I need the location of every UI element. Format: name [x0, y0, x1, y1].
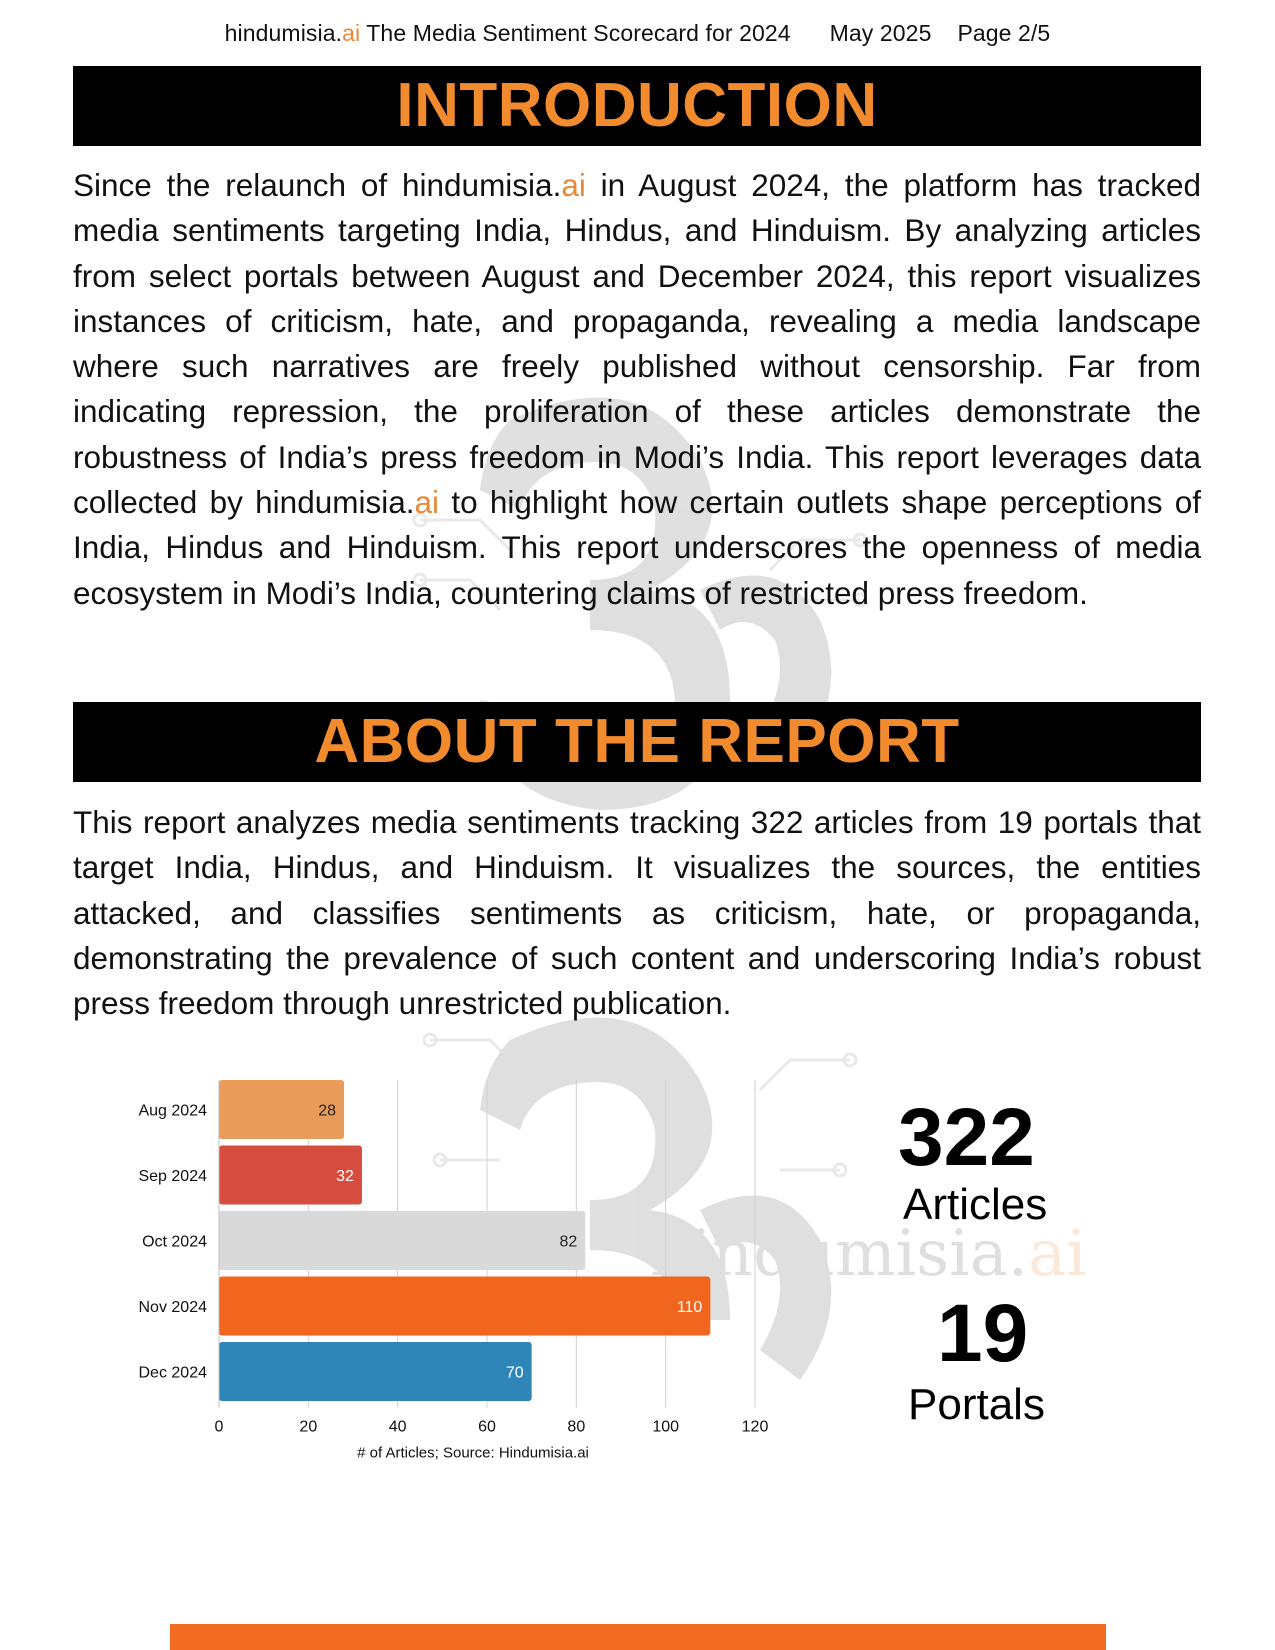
category-label: Nov 2024	[138, 1299, 207, 1316]
x-tick-label: 60	[478, 1418, 496, 1436]
watermark-brand-text: hindumisia.ai	[650, 1217, 1087, 1291]
bar	[219, 1277, 710, 1336]
x-tick-label: 0	[214, 1418, 224, 1436]
header-title: The Media Sentiment Scorecard for 2024	[360, 20, 791, 46]
bar-value-label: 70	[505, 1364, 524, 1382]
x-tick-label: 80	[567, 1418, 586, 1436]
category-label: Oct 2024	[142, 1233, 207, 1251]
bar	[219, 1211, 585, 1270]
intro-text-1: Since the relaunch of hindumisia.	[73, 167, 562, 203]
category-label: Dec 2024	[138, 1364, 207, 1382]
portals-label: Portals	[908, 1380, 1045, 1429]
bar-value-label: 110	[676, 1299, 703, 1316]
intro-accent-1: ai	[561, 167, 586, 203]
intro-text-2: in August 2024, the platform has tracked media sentiments targeting India, Hindus, and Hinduism. By analyzing articles from select portals between August and December 2024, this report visualizes instances of criticism, hate, and propaganda, revealing a media landscape where such narratives are freely published without censorship. Far from indicating repression, the proliferation of these articles demonstrate the robustness of India’s press freedom in Modi’s India. This report leverages data collected by hindumisia.	[73, 167, 1201, 521]
about-report-heading: ABOUT THE REPORT	[314, 707, 960, 776]
articles-label: Articles	[903, 1180, 1048, 1229]
portals-count: 19	[937, 1288, 1029, 1379]
articles-per-month-chart	[110, 1080, 790, 1490]
category-label: Sep 2024	[138, 1168, 207, 1185]
bar-value-label: 28	[318, 1102, 337, 1120]
header-date: May 2025	[829, 20, 932, 46]
introduction-banner	[73, 66, 1201, 146]
header-brand-main: hindumisia.	[224, 20, 343, 46]
header-brand	[225, 20, 361, 46]
category-label: Aug 2024	[138, 1102, 207, 1120]
page-header	[0, 20, 1275, 47]
x-tick-label: 120	[741, 1418, 769, 1436]
introduction-heading: INTRODUCTION	[396, 71, 878, 140]
header-brand-accent: ai	[342, 20, 361, 46]
intro-text-3: to highlight how certain outlets shape perceptions of India, Hindus and Hinduism. This report underscores the openness of media ecosystem in Modi’s India, countering claims of restricted press freedom.	[73, 484, 1201, 611]
articles-count: 322	[898, 1092, 1035, 1183]
x-axis-label: # of Articles; Source: Hindumisia.ai	[357, 1444, 589, 1462]
x-tick-label: 40	[388, 1418, 407, 1436]
bar	[219, 1342, 532, 1401]
x-tick-label: 20	[299, 1418, 318, 1436]
x-tick-label: 100	[652, 1418, 680, 1436]
about-report-banner	[73, 702, 1201, 782]
footer-accent-bar	[170, 1624, 1106, 1650]
about-report-paragraph: This report analyzes media sentiments tracking 322 articles from 19 portals that target India, Hindus, and Hinduism. It visualizes the sources, the entities attacked, and classifies sentiments as criticism, hate, or propaganda, demonstrating the prevalence of such content and underscoring India’s robust press freedom through unrestricted publication.	[73, 804, 1201, 1022]
bar-value-label: 32	[336, 1168, 354, 1185]
introduction-paragraph	[73, 163, 1201, 616]
intro-accent-2: ai	[414, 484, 440, 521]
header-page-number: Page 2/5	[957, 20, 1051, 46]
bar-value-label: 82	[559, 1233, 578, 1251]
